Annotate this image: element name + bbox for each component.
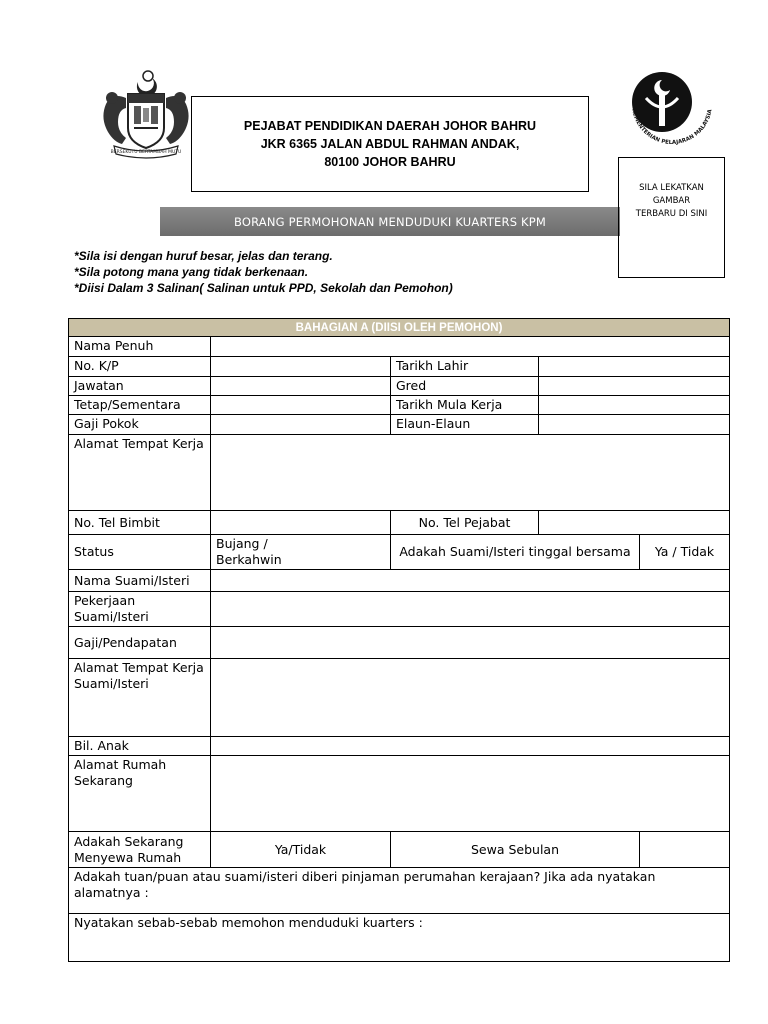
input-jawatan[interactable] [211,377,391,396]
input-elaun[interactable] [539,415,730,435]
input-nama-suami-isteri[interactable] [211,570,730,592]
label-no-tel-pejabat: No. Tel Pejabat [391,511,539,535]
input-alamat-kerja-suami-isteri[interactable] [211,659,730,737]
question-sebab-memohon[interactable]: Nyatakan sebab-sebab memohon menduduki kuarters : [69,914,730,962]
label-elaun: Elaun-Elaun [391,415,539,435]
label-sewa-sebulan: Sewa Sebulan [391,832,640,868]
input-bil-anak[interactable] [211,737,730,756]
input-status-options[interactable] [211,535,391,570]
instruction-line: *Diisi Dalam 3 Salinan( Salinan untuk PPD, Sekolah dan Pemohon) [74,281,453,295]
label-line: Suami/Isteri [74,609,149,624]
office-street: JKR 6365 JALAN ABDUL RAHMAN ANDAK, [260,137,520,151]
label-line: Alamat Tempat Kerja [74,660,204,675]
malaysia-coat-of-arms-icon [98,68,194,162]
label-pekerjaan-suami-isteri [69,592,211,627]
label-tarikh-mula-kerja: Tarikh Mula Kerja [391,396,539,415]
label-gaji-pendapatan: Gaji/Pendapatan [69,627,211,659]
label-gred: Gred [391,377,539,396]
label-tinggal-bersama: Adakah Suami/Isteri tinggal bersama [391,535,640,570]
label-line: Menyewa Rumah [74,849,182,865]
instruction-line: *Sila potong mana yang tidak berkenaan. [74,265,309,279]
input-menyewa-ya-tidak[interactable]: Ya/Tidak [211,832,391,868]
input-no-kp[interactable] [211,357,391,377]
input-tarikh-mula-kerja[interactable] [539,396,730,415]
input-gaji-pendapatan[interactable] [211,627,730,659]
application-form-table [68,318,730,962]
input-tinggal-bersama-ya-tidak[interactable]: Ya / Tidak [640,535,730,570]
input-alamat-rumah[interactable] [211,756,730,832]
input-pekerjaan-suami-isteri[interactable] [211,592,730,627]
input-tarikh-lahir[interactable] [539,357,730,377]
ministry-logo-text: KEMENTERIAN PELAJARAN MALAYSIA [630,108,714,147]
label-alamat-rumah [69,756,211,832]
label-gaji-pokok: Gaji Pokok [69,415,211,435]
input-nama-penuh[interactable] [211,337,730,357]
status-option-bujang: Bujang / [216,536,268,551]
label-no-kp: No. K/P [69,357,211,377]
office-name: PEJABAT PENDIDIKAN DAERAH JOHOR BAHRU [243,119,537,133]
label-line: Alamat Rumah [74,757,167,772]
label-bil-anak: Bil. Anak [69,737,211,756]
crest-motto: BERSEKUTU BERTAMBAH MUTU [110,150,182,155]
office-address-box [191,96,589,192]
label-menyewa-rumah [69,832,211,868]
photo-instruction-2: GAMBAR [652,196,691,206]
input-gred[interactable] [539,377,730,396]
input-no-tel-pejabat[interactable] [539,511,730,535]
label-no-tel-bimbit: No. Tel Bimbit [69,511,211,535]
instructions [74,248,453,296]
input-no-tel-bimbit[interactable] [211,511,391,535]
label-jawatan: Jawatan [69,377,211,396]
label-line: Suami/Isteri [74,676,149,691]
photo-instruction-3: TERBARU DI SINI [635,209,708,219]
form-title-banner: BORANG PERMOHONAN MENDUDUKI KUARTERS KPM [160,207,620,236]
question-pinjaman-perumahan[interactable]: Adakah tuan/puan atau suami/isteri diberi pinjaman perumahan kerajaan? Jika ada nyatakan alamatnya : [69,868,730,914]
photo-placeholder-box[interactable] [618,157,725,278]
ministry-of-education-logo-icon [622,64,722,160]
office-postcode: 80100 JOHOR BAHRU [324,155,456,169]
label-alamat-kerja-suami-isteri [69,659,211,737]
status-option-berkahwin: Berkahwin [216,552,282,567]
input-tetap-sementara[interactable] [211,396,391,415]
input-gaji-pokok[interactable] [211,415,391,435]
label-line: Adakah Sekarang [74,833,184,849]
photo-instruction-1: SILA LEKATKAN [639,183,704,193]
label-nama-suami-isteri: Nama Suami/Isteri [69,570,211,592]
label-line: Pekerjaan [74,593,136,608]
label-alamat-tempat-kerja: Alamat Tempat Kerja [69,435,211,511]
label-line: Sekarang [74,773,133,788]
input-alamat-tempat-kerja[interactable] [211,435,730,511]
label-status: Status [69,535,211,570]
label-nama-penuh: Nama Penuh [69,337,211,357]
section-a-header: BAHAGIAN A (DIISI OLEH PEMOHON) [69,319,730,337]
label-tetap-sementara: Tetap/Sementara [69,396,211,415]
label-tarikh-lahir: Tarikh Lahir [391,357,539,377]
instruction-line: *Sila isi dengan huruf besar, jelas dan terang. [74,249,333,263]
input-sewa-sebulan[interactable] [640,832,730,868]
